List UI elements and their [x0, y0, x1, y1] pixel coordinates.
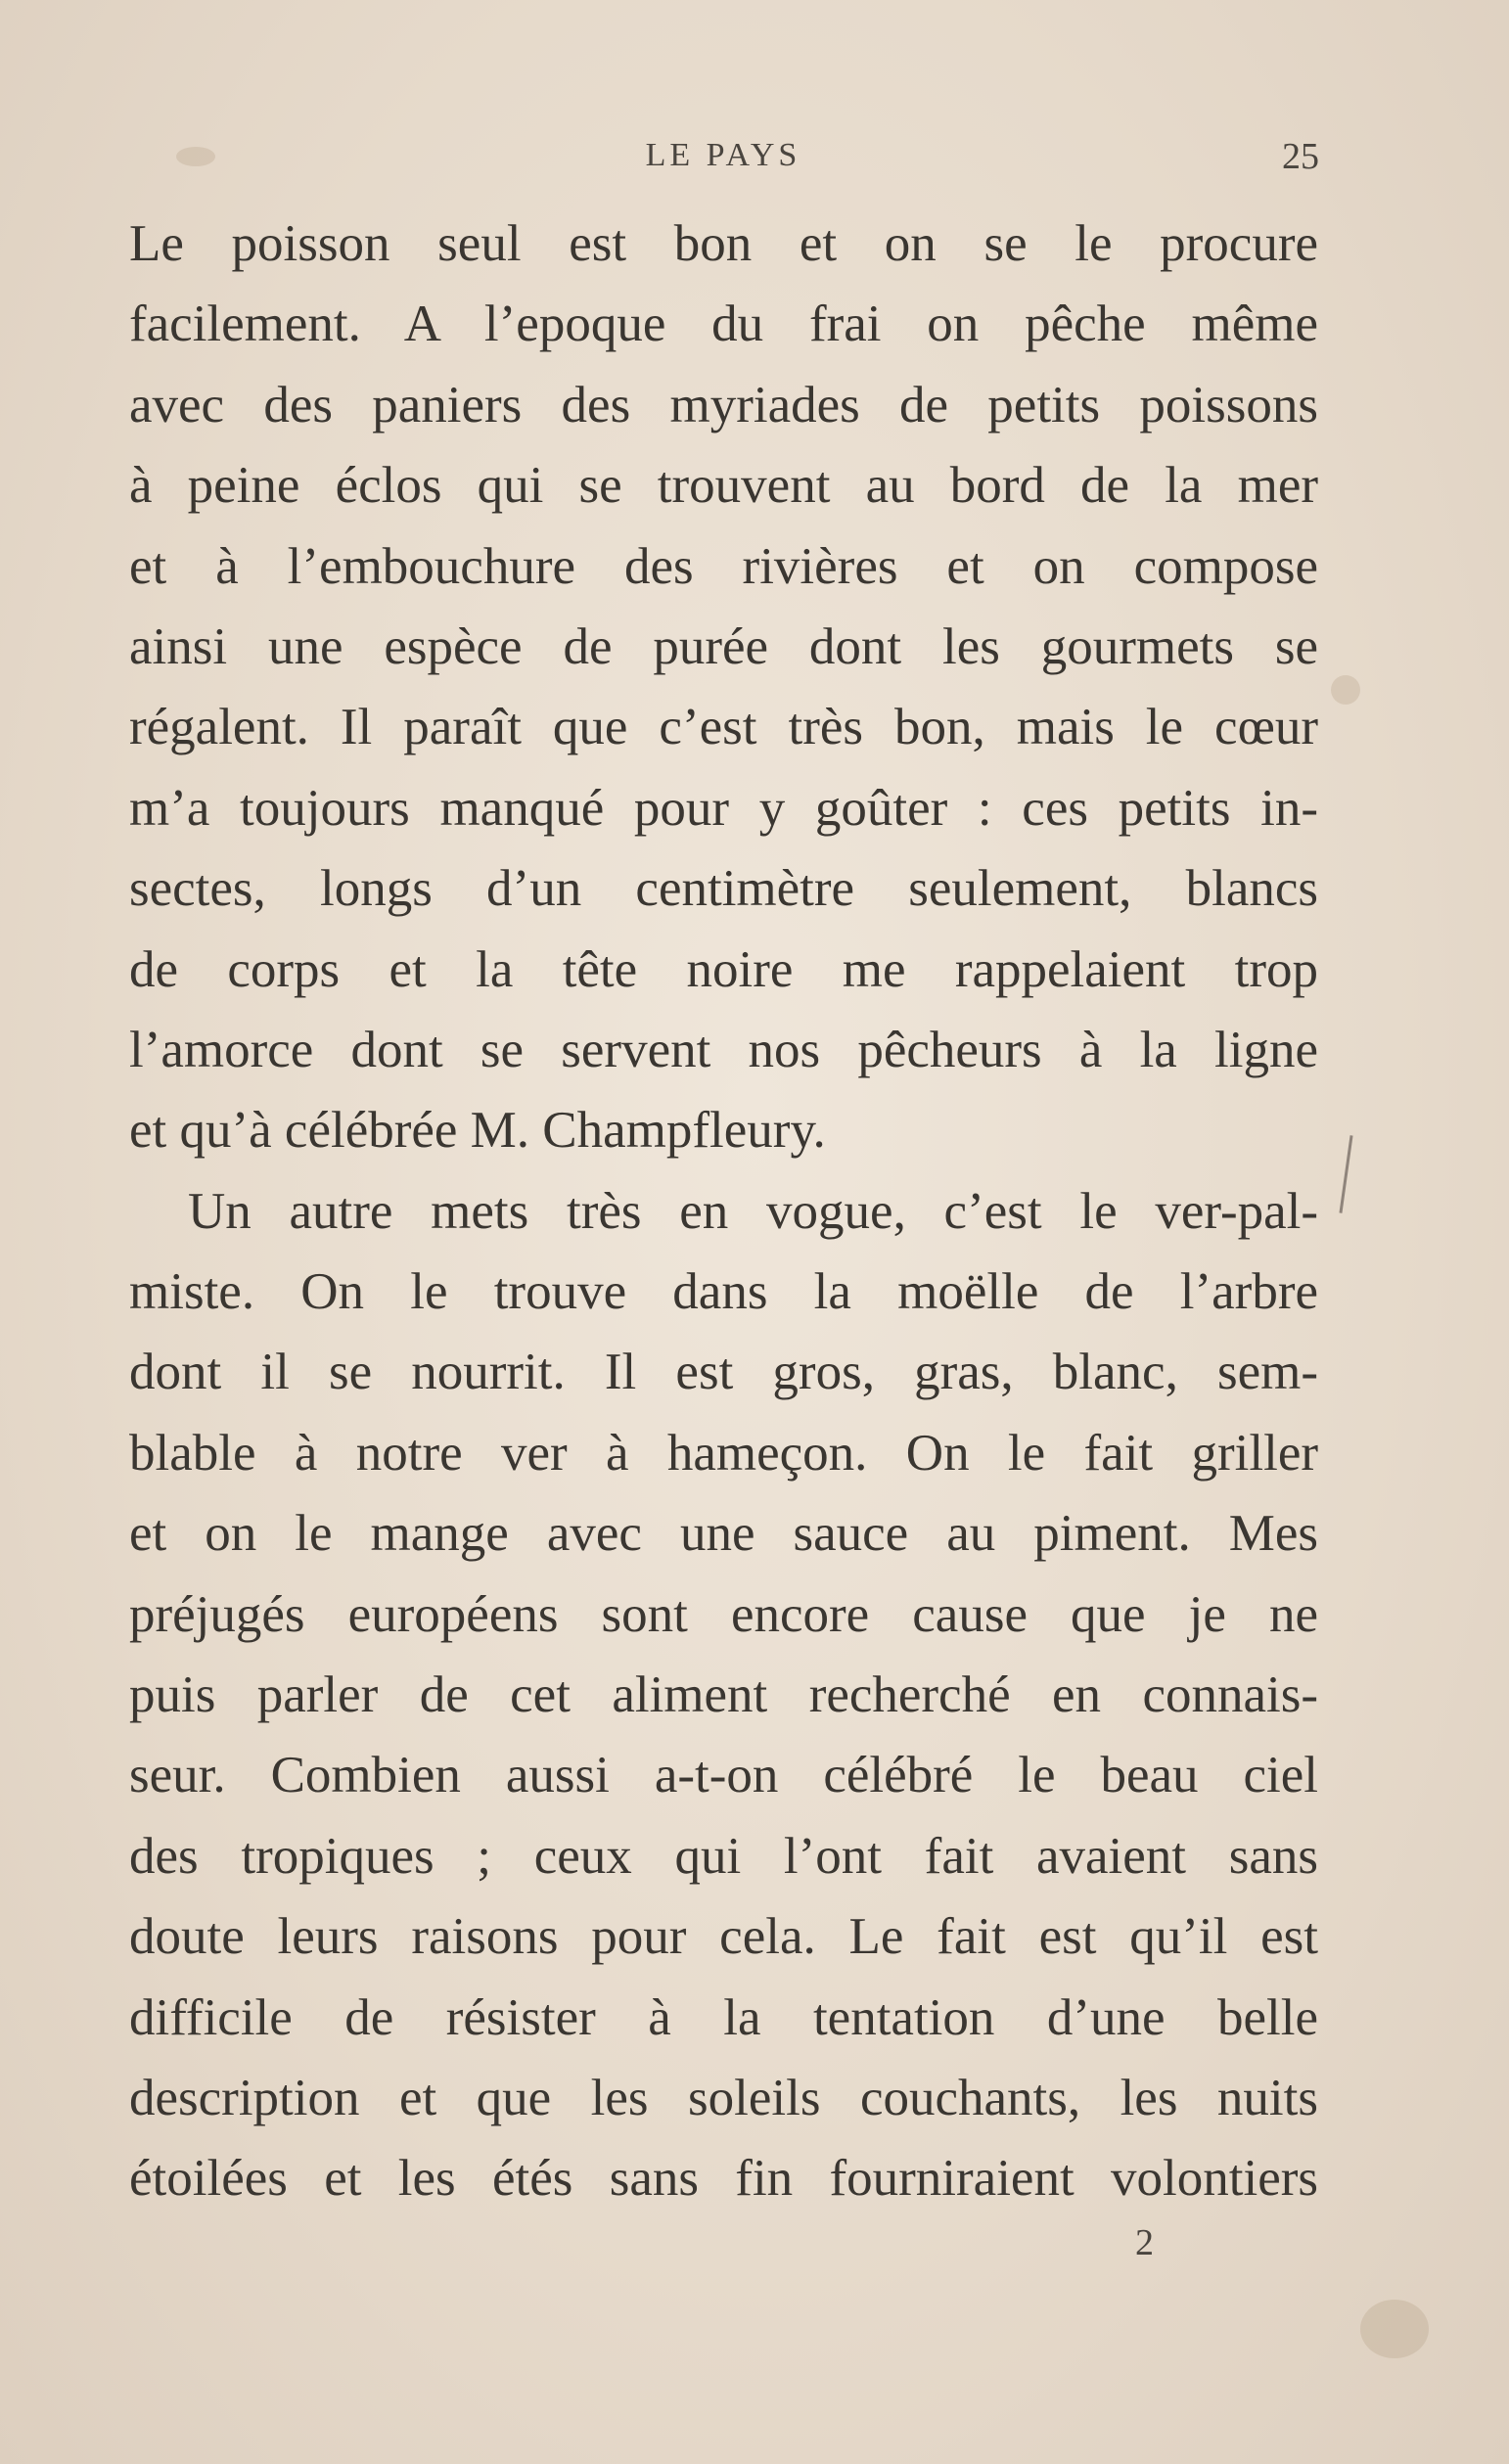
text-line: l’amorce dont se servent nos pêcheurs à la ligne: [129, 1021, 1318, 1078]
text-line: avec des paniers des myriades de petits poissons: [129, 376, 1318, 433]
text-line: et à l’embouchure des rivières et on compose: [129, 537, 1318, 595]
text-line: description et que les soleils couchants, les nuits: [129, 2069, 1318, 2126]
text-line: seur. Combien aussi a-t-on célébré le beau ciel: [129, 1747, 1318, 1804]
text-line: et qu’à célébrée M. Champfleury.: [129, 1102, 826, 1160]
running-title: LE PAYS: [645, 137, 801, 173]
text-line: puis parler de cet aliment recherché en connais-: [129, 1666, 1318, 1724]
paper-stain: [1331, 675, 1360, 705]
text-line: miste. On le trouve dans la moëlle de l’arbre: [129, 1263, 1318, 1321]
text-line: m’a toujours manqué pour y goûter : ces petits in-: [129, 779, 1318, 837]
text-line: Un autre mets très en vogue, c’est le ver-pal-: [188, 1182, 1318, 1240]
text-line: doute leurs raisons pour cela. Le fait est qu’il est: [129, 1908, 1318, 1966]
text-line: de corps et la tête noire me rappelaient trop: [129, 940, 1318, 998]
signature-mark: 2: [1135, 2222, 1154, 2263]
page-number: 25: [1282, 136, 1319, 177]
paper-stain: [1360, 2300, 1429, 2358]
text-line: étoilées et les étés sans fin fourniraient volontiers: [129, 2150, 1318, 2208]
text-line: régalent. Il paraît que c’est très bon, mais le cœur: [129, 699, 1318, 756]
text-line: préjugés européens sont encore cause que je ne: [129, 1585, 1318, 1643]
text-line: blable à notre ver à hameçon. On le fait griller: [129, 1424, 1318, 1482]
text-line: à peine éclos qui se trouvent au bord de la mer: [129, 457, 1318, 515]
pencil-mark: [1339, 1135, 1352, 1213]
text-line: des tropiques ; ceux qui l’ont fait avaient sans: [129, 1827, 1318, 1885]
text-line: dont il se nourrit. Il est gros, gras, blanc, sem-: [129, 1344, 1318, 1401]
text-line: difficile de résister à la tentation d’une belle: [129, 1988, 1318, 2046]
text-line: Le poisson seul est bon et on se le procure: [129, 215, 1318, 272]
body-text: [129, 204, 1318, 2219]
text-line: facilement. A l’epoque du frai on pêche même: [129, 296, 1318, 353]
text-line: et on le mange avec une sauce au piment. Mes: [129, 1505, 1318, 1563]
text-line: sectes, longs d’un centimètre seulement, blancs: [129, 860, 1318, 918]
text-line: ainsi une espèce de purée dont les gourmets se: [129, 617, 1318, 675]
page-header: [127, 137, 1319, 196]
